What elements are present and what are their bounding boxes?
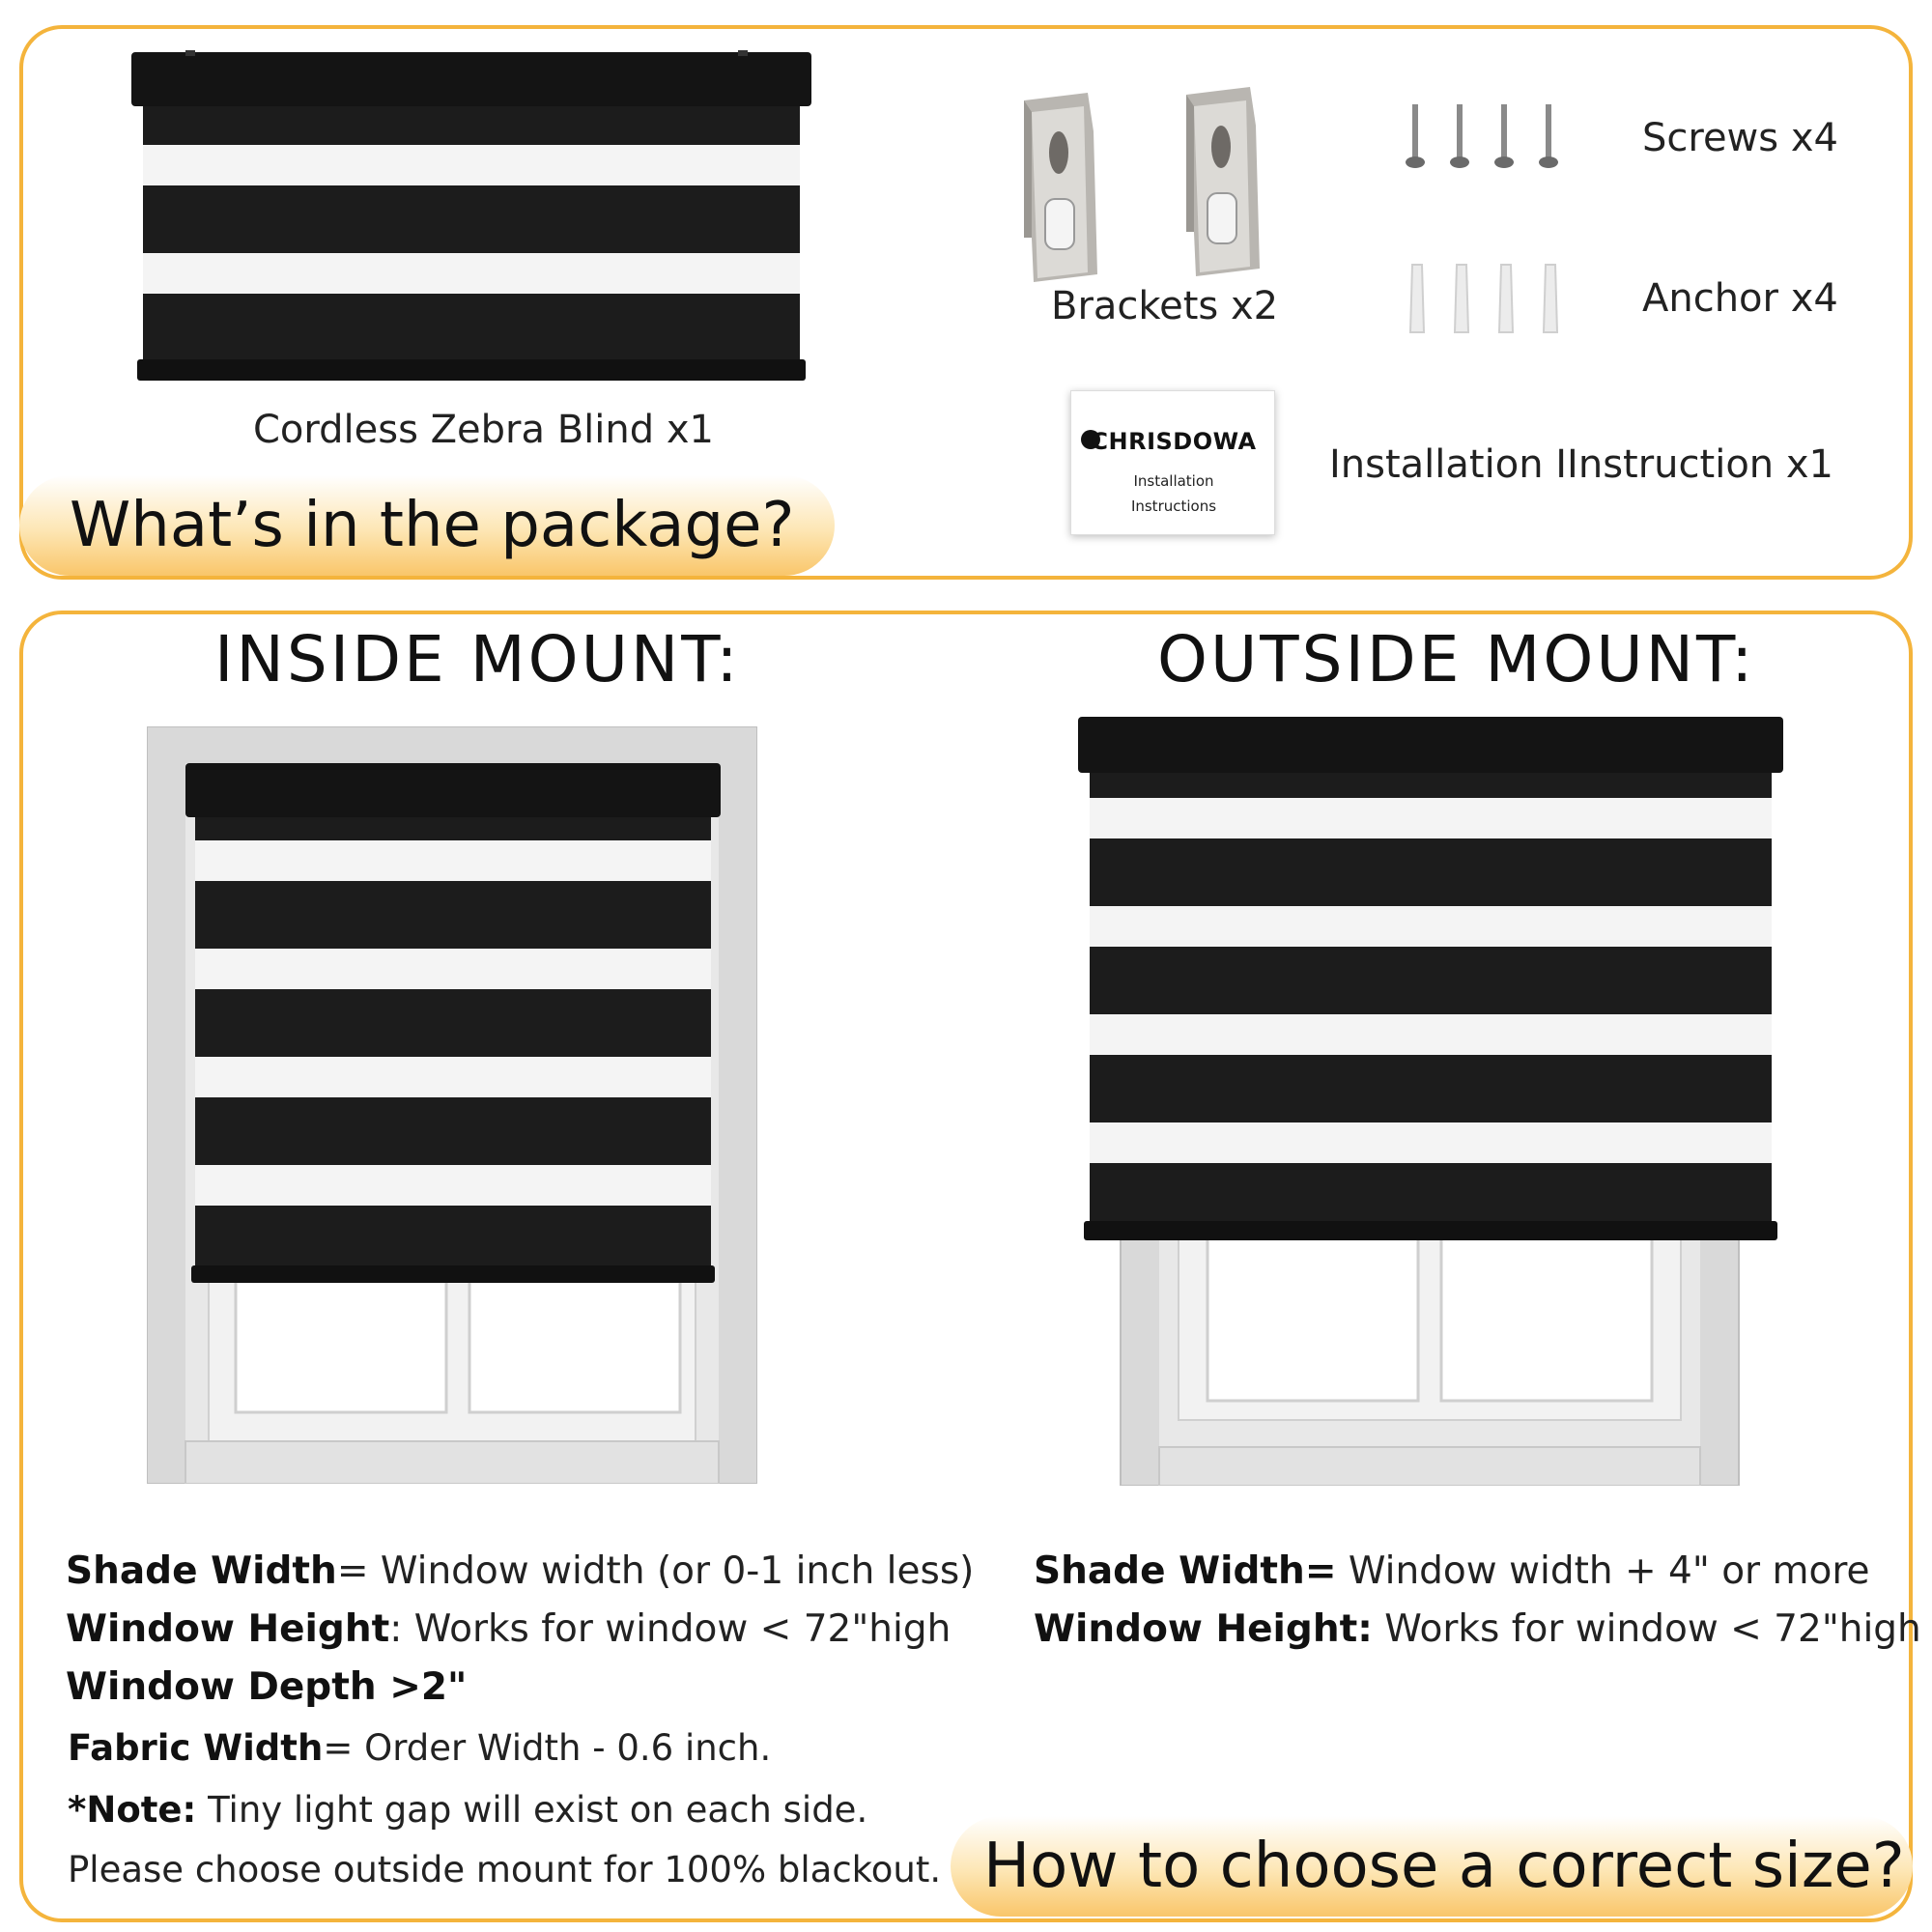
inside-window-depth: Window Depth >2" [66,1665,468,1709]
size-guide-banner: How to choose a correct size? [951,1816,1913,1917]
inside-note-line2: Please choose outside mount for 100% blackout. [68,1849,942,1890]
bracket-icon [1182,87,1264,276]
outside-mount-title: OUTSIDE MOUNT: [1157,622,1756,696]
inside-shade-width: Shade Width= Window width (or 0-1 inch less) [66,1549,975,1593]
package-banner: What’s in the package? [19,475,835,576]
zebra-blind-image [131,50,811,388]
inside-mount-title: INSIDE MOUNT: [214,622,741,696]
anchors-icon [1405,261,1575,336]
outside-window-height: Window Height: Works for window < 72"high [1034,1607,1921,1651]
screws-icon [1403,100,1573,174]
brackets-label: Brackets x2 [1051,284,1279,328]
outside-mount-illustration [1078,715,1783,1486]
blind-label: Cordless Zebra Blind x1 [253,408,714,452]
inside-window-height: Window Height: Works for window < 72"high [66,1607,952,1651]
manual-brand: CHRISDOWA [1091,428,1257,455]
bracket-icon [1020,93,1101,282]
instruction-manual-image [1070,390,1275,535]
manual-line1: Installation [1133,472,1214,490]
screws-label: Screws x4 [1642,116,1838,160]
inside-fabric-width: Fabric Width= Order Width - 0.6 inch. [68,1727,772,1769]
instruction-label: Installation IInstruction x1 [1329,442,1833,487]
inside-note: *Note: Tiny light gap will exist on each side. [68,1789,868,1831]
outside-shade-width: Shade Width= Window width + 4" or more [1034,1549,1870,1593]
manual-line2: Instructions [1130,497,1217,515]
inside-mount-illustration [147,726,757,1484]
anchors-label: Anchor x4 [1642,276,1838,321]
